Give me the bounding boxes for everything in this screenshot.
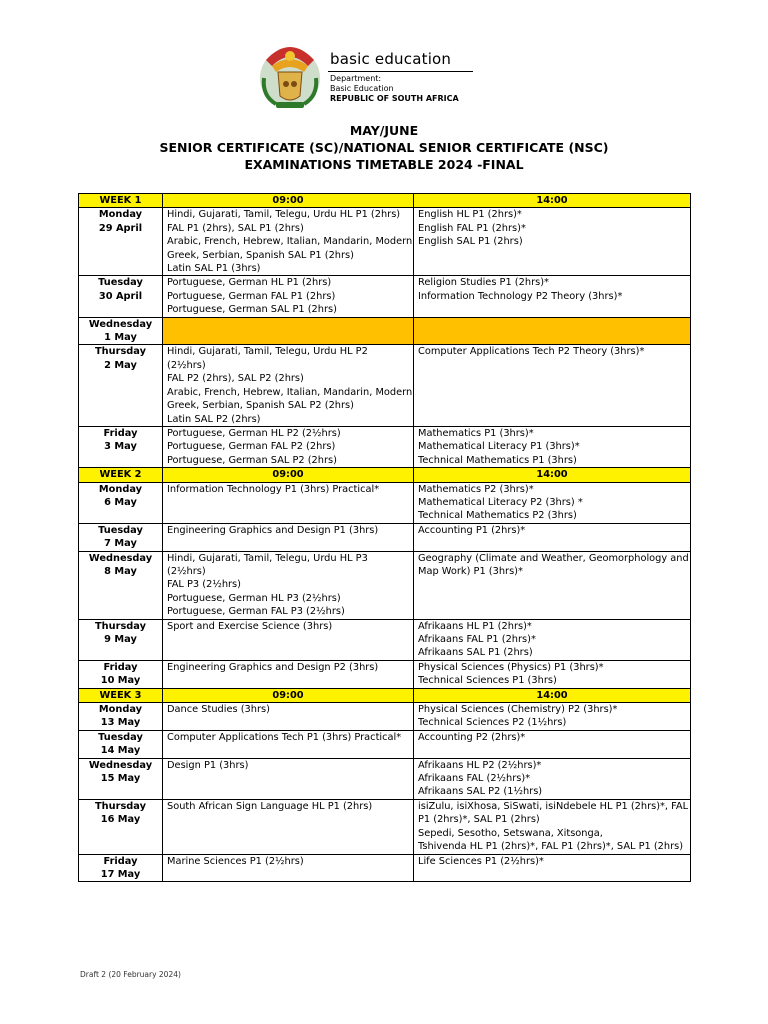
table-row	[79, 758, 691, 799]
title-line: SENIOR CERTIFICATE (SC)/NATIONAL SENIOR CERTIFICATE (NSC)	[159, 140, 609, 155]
session-time: 14:00	[414, 194, 691, 208]
date: 14 May	[100, 745, 141, 757]
weekday: Friday	[103, 427, 138, 439]
exam-entry: (2½hrs)	[167, 565, 206, 577]
exam-entry: Mathematics P2 (3hrs)*	[418, 483, 534, 495]
day-cell	[79, 758, 163, 799]
exam-entry: Afrikaans HL P1 (2hrs)*	[418, 620, 532, 632]
exam-entry: Information Technology P2 Theory (3hrs)*	[418, 290, 623, 302]
week-label: WEEK 3	[79, 688, 163, 702]
exam-entry: FAL P3 (2½hrs)	[167, 579, 241, 591]
exam-entry: Arabic, French, Hebrew, Italian, Mandarin, Modern	[167, 386, 413, 398]
exam-entry: (2½hrs)	[167, 359, 206, 371]
week-header-row	[79, 194, 691, 208]
exam-entry: Engineering Graphics and Design P2 (3hrs)	[167, 661, 379, 673]
title-line: MAY/JUNE	[349, 123, 419, 138]
session-time: 09:00	[163, 468, 414, 482]
document-titles	[0, 122, 768, 173]
afternoon-session-cell	[414, 703, 691, 731]
exam-entry: Latin SAL P1 (3hrs)	[167, 263, 261, 275]
exam-entry: Hindi, Gujarati, Tamil, Telegu, Urdu HL P2	[167, 346, 368, 358]
table-row	[79, 660, 691, 688]
exam-entry: Sport and Exercise Science (3hrs)	[167, 620, 333, 632]
exam-entry: Afrikaans SAL P1 (2hrs)	[418, 647, 533, 659]
morning-session-cell	[163, 482, 414, 523]
exam-entry: Technical Mathematics P2 (3hrs)	[418, 510, 577, 522]
exam-entry: Mathematical Literacy P2 (3hrs) *	[418, 496, 583, 508]
afternoon-session-cell	[414, 426, 691, 467]
weekday: Friday	[103, 855, 138, 867]
day-cell	[79, 730, 163, 758]
date: 29 April	[98, 222, 143, 234]
afternoon-session-cell	[414, 208, 691, 276]
day-cell	[79, 276, 163, 317]
table-row	[79, 730, 691, 758]
table-row	[79, 551, 691, 619]
morning-session-cell	[163, 276, 414, 317]
table-row	[79, 854, 691, 882]
date: 17 May	[100, 868, 141, 880]
exam-entry: Map Work) P1 (3hrs)*	[418, 565, 523, 577]
weekday: Thursday	[94, 620, 146, 632]
exam-entry: FAL P2 (2hrs), SAL P2 (2hrs)	[167, 373, 304, 385]
morning-session-cell	[163, 799, 414, 854]
exam-entry: English SAL P1 (2hrs)	[418, 236, 523, 248]
afternoon-session-cell	[414, 854, 691, 882]
brand-name: basic education	[330, 50, 452, 68]
morning-session-cell	[163, 730, 414, 758]
exam-entry: Afrikaans FAL P1 (2hrs)*	[418, 634, 536, 645]
week-label: WEEK 1	[79, 194, 163, 208]
exam-entry: P1 (2hrs)*, SAL P1 (2hrs)	[418, 814, 540, 826]
draft-footer: Draft 2 (20 February 2024)	[80, 970, 181, 979]
table-row	[79, 619, 691, 660]
weekday: Monday	[98, 704, 143, 716]
exam-entry: Hindi, Gujarati, Tamil, Telegu, Urdu HL P1 (2hrs)	[167, 209, 401, 221]
day-cell	[79, 660, 163, 688]
afternoon-session-cell	[414, 551, 691, 619]
week-header-row	[79, 688, 691, 702]
day-cell	[79, 482, 163, 523]
table-row	[79, 703, 691, 731]
exam-entry: Accounting P1 (2hrs)*	[418, 524, 526, 536]
weekday: Tuesday	[98, 731, 143, 743]
dept-line: Department:	[330, 74, 382, 83]
morning-session-cell	[163, 523, 414, 551]
day-cell	[79, 854, 163, 882]
table-row	[79, 482, 691, 523]
exam-entry: Greek, Serbian, Spanish SAL P2 (2hrs)	[167, 400, 354, 412]
coat-of-arms-icon	[258, 38, 322, 110]
weekday: Thursday	[94, 800, 146, 812]
date: 9 May	[104, 634, 137, 645]
date: 15 May	[100, 773, 141, 785]
table-row	[79, 523, 691, 551]
exam-entry: Computer Applications Tech P2 Theory (3hrs)*	[418, 346, 645, 358]
exam-entry: English FAL P1 (2hrs)*	[418, 222, 526, 234]
exam-entry: Portuguese, German SAL P1 (2hrs)	[167, 304, 337, 316]
exam-entry: Physical Sciences (Chemistry) P2 (3hrs)*	[418, 704, 618, 716]
weekday: Tuesday	[98, 277, 143, 289]
exam-entry: Religion Studies P1 (2hrs)*	[418, 277, 549, 289]
brand-divider	[328, 71, 473, 72]
exam-entry: Design P1 (3hrs)	[167, 759, 249, 771]
exam-entry: Geography (Climate and Weather, Geomorphology and	[418, 552, 689, 564]
exam-entry: Portuguese, German SAL P2 (2hrs)	[167, 454, 337, 466]
afternoon-session-cell	[414, 317, 691, 345]
table-row	[79, 426, 691, 467]
exam-entry: FAL P1 (2hrs), SAL P1 (2hrs)	[167, 222, 304, 234]
exam-entry: Greek, Serbian, Spanish SAL P1 (2hrs)	[167, 249, 354, 261]
morning-session-cell	[163, 758, 414, 799]
morning-session-cell	[163, 619, 414, 660]
week-label: WEEK 2	[79, 468, 163, 482]
afternoon-session-cell	[414, 730, 691, 758]
exam-entry: Portuguese, German FAL P1 (2hrs)	[167, 290, 336, 302]
date: 10 May	[100, 675, 141, 687]
afternoon-session-cell	[414, 482, 691, 523]
day-cell	[79, 426, 163, 467]
exam-entry: Portuguese, German FAL P3 (2½hrs)	[167, 606, 345, 618]
exam-entry: Hindi, Gujarati, Tamil, Telegu, Urdu HL P3	[167, 552, 368, 564]
exam-entry: Mathematical Literacy P1 (3hrs)*	[418, 441, 580, 453]
afternoon-session-cell	[414, 660, 691, 688]
dept-line: Basic Education	[330, 84, 394, 93]
day-cell	[79, 619, 163, 660]
exam-entry: Technical Sciences P2 (1½hrs)	[418, 717, 567, 729]
exam-entry: Mathematics P1 (3hrs)*	[418, 427, 534, 439]
exam-entry: Afrikaans FAL (2½hrs)*	[418, 773, 531, 785]
afternoon-session-cell	[414, 523, 691, 551]
exam-entry: Accounting P2 (2hrs)*	[418, 731, 526, 743]
morning-session-cell	[163, 345, 414, 426]
weekday: Wednesday	[88, 318, 153, 330]
afternoon-session-cell	[414, 619, 691, 660]
exam-entry: Technical Mathematics P1 (3hrs)	[418, 454, 577, 466]
weekday: Monday	[98, 483, 143, 495]
exam-entry: Engineering Graphics and Design P1 (3hrs)	[167, 524, 379, 536]
exam-entry: Sepedi, Sesotho, Setswana, Xitsonga,	[418, 827, 603, 839]
date: 30 April	[98, 290, 143, 302]
exam-entry: Portuguese, German HL P2 (2½hrs)	[167, 427, 341, 439]
day-cell	[79, 317, 163, 345]
morning-session-cell	[163, 854, 414, 882]
date: 1 May	[104, 332, 137, 344]
exam-entry: Latin SAL P2 (2hrs)	[167, 413, 261, 425]
date: 13 May	[100, 717, 141, 729]
weekday: Thursday	[94, 346, 146, 358]
morning-session-cell	[163, 703, 414, 731]
exam-timetable	[78, 193, 691, 882]
week-header-row	[79, 468, 691, 482]
weekday: Monday	[98, 209, 143, 221]
weekday: Friday	[103, 661, 138, 673]
date: 3 May	[104, 441, 137, 453]
title-line: EXAMINATIONS TIMETABLE 2024 -FINAL	[244, 157, 524, 172]
afternoon-session-cell	[414, 758, 691, 799]
department-logo	[258, 38, 488, 112]
weekday: Wednesday	[88, 759, 153, 771]
exam-entry: Afrikaans SAL P2 (1½hrs)	[418, 786, 543, 798]
day-cell	[79, 551, 163, 619]
afternoon-session-cell	[414, 276, 691, 317]
afternoon-session-cell	[414, 799, 691, 854]
table-row	[79, 317, 691, 345]
exam-entry: Information Technology P1 (3hrs) Practical*	[167, 483, 380, 495]
morning-session-cell	[163, 660, 414, 688]
exam-entry: Arabic, French, Hebrew, Italian, Mandarin, Modern	[167, 236, 413, 248]
table-row	[79, 276, 691, 317]
exam-entry: Life Sciences P1 (2½hrs)*	[418, 855, 544, 867]
exam-entry: Physical Sciences (Physics) P1 (3hrs)*	[418, 661, 604, 673]
date: 2 May	[104, 359, 137, 371]
exam-entry: Computer Applications Tech P1 (3hrs) Practical*	[167, 731, 402, 743]
exam-entry: Portuguese, German FAL P2 (2hrs)	[167, 441, 336, 453]
day-cell	[79, 703, 163, 731]
exam-entry: Portuguese, German HL P1 (2hrs)	[167, 277, 332, 289]
date: 16 May	[100, 814, 141, 826]
morning-session-cell	[163, 317, 414, 345]
exam-entry: Portuguese, German HL P3 (2½hrs)	[167, 592, 341, 604]
day-cell	[79, 523, 163, 551]
exam-entry: Marine Sciences P1 (2½hrs)	[167, 855, 304, 867]
day-cell	[79, 799, 163, 854]
table-row	[79, 208, 691, 276]
weekday: Tuesday	[98, 524, 143, 536]
date: 8 May	[104, 565, 137, 577]
department-text	[330, 74, 459, 104]
session-time: 09:00	[163, 688, 414, 702]
afternoon-session-cell	[414, 345, 691, 426]
exam-entry: Afrikaans HL P2 (2½hrs)*	[418, 759, 542, 771]
exam-entry: Tshivenda HL P1 (2hrs)*, FAL P1 (2hrs)*, SAL P1 (2hrs)	[418, 841, 684, 853]
date: 7 May	[104, 538, 137, 550]
exam-entry: English HL P1 (2hrs)*	[418, 209, 522, 221]
day-cell	[79, 208, 163, 276]
session-time: 14:00	[414, 468, 691, 482]
weekday: Wednesday	[88, 552, 153, 564]
morning-session-cell	[163, 208, 414, 276]
session-time: 14:00	[414, 688, 691, 702]
day-cell	[79, 345, 163, 426]
exam-entry: isiZulu, isiXhosa, SiSwati, isiNdebele HL P1 (2hrs)*, FAL	[418, 800, 689, 812]
country-name: REPUBLIC OF SOUTH AFRICA	[330, 94, 459, 103]
session-time: 09:00	[163, 194, 414, 208]
table-row	[79, 345, 691, 426]
exam-entry: Technical Sciences P1 (3hrs)	[418, 675, 557, 687]
exam-entry: South African Sign Language HL P1 (2hrs)	[167, 800, 373, 812]
date: 6 May	[104, 496, 137, 508]
table-row	[79, 799, 691, 854]
morning-session-cell	[163, 551, 414, 619]
morning-session-cell	[163, 426, 414, 467]
exam-entry: Dance Studies (3hrs)	[167, 704, 270, 716]
